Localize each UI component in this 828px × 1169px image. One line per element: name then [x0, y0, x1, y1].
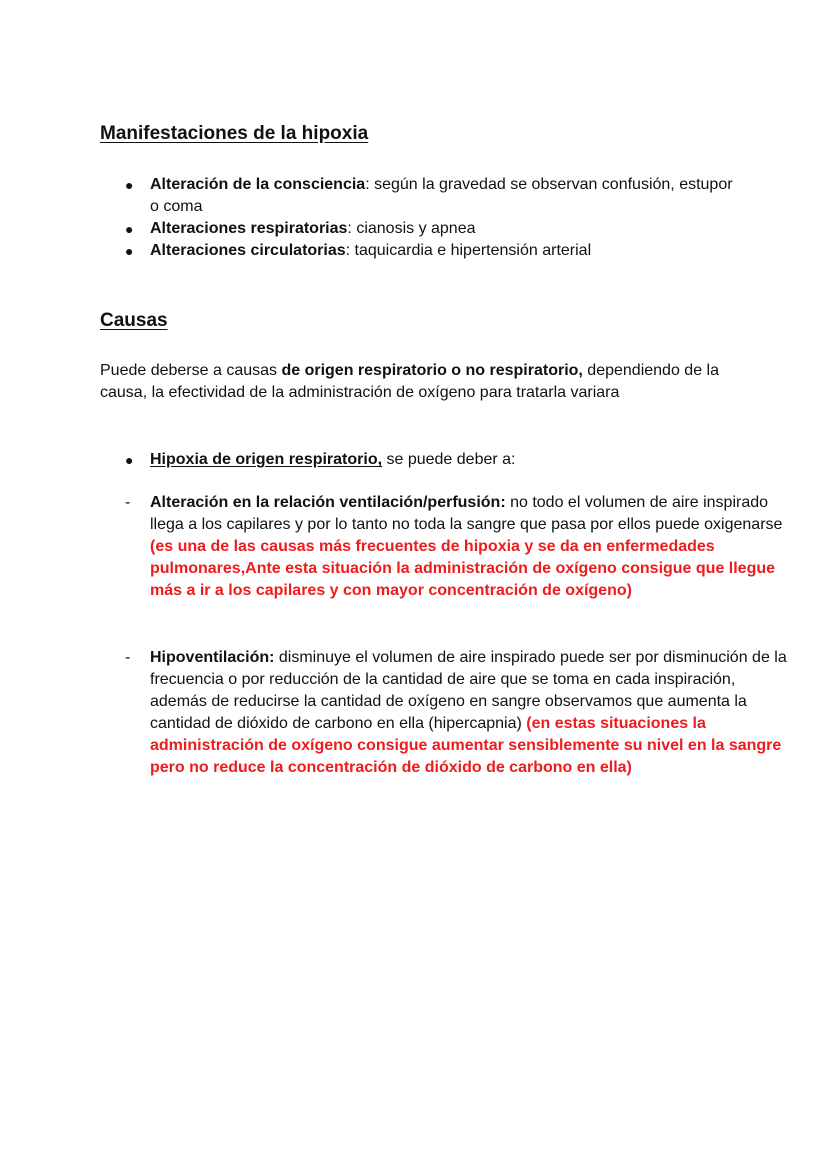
bullet-icon: ●: [125, 243, 134, 259]
item-description: disminuye el volumen de aire inspirado puede ser por disminución de la frecuencia o por reducción de la cantidad de aire que se toma en cada inspiración, además de reducirse la cantidad de oxígeno en sangre observamos que aumenta la cantidad de dióxido de carbono en ella (hipercapnia): [150, 649, 787, 732]
bullet-icon: ●: [125, 177, 134, 193]
item-description: : taquicardia e hipertensión arterial: [345, 242, 592, 259]
dash-item-hipoventilacion: [100, 647, 790, 779]
item-highlight-note: (es una de las causas más frecuentes de hipoxia y se da en enfermedades pulmonares,Ante esta situación la administración de oxígeno consigue que llegue más a ir a los capilares y con mayor concentración de oxígeno): [150, 538, 776, 599]
list-item: [100, 240, 740, 262]
dash-icon: -: [125, 649, 131, 666]
item-term: Hipoventilación:: [150, 649, 275, 666]
intro-text-end: dependiendo de la causa, la efectividad de la administración de oxígeno para tratarla variara: [100, 362, 719, 401]
section-title-causas: Causas: [100, 310, 168, 331]
item-term: Alteración de la consciencia: [150, 176, 366, 193]
bullet-icon: ●: [125, 221, 134, 237]
item-description: no todo el volumen de aire inspirado llega a los capilares y por lo tanto no toda la sangre que pasa por ellos puede oxigenarse: [150, 494, 783, 533]
intro-text-start: Puede deberse a causas: [100, 362, 282, 379]
item-term: Alteraciones respiratorias: [150, 220, 348, 237]
bullet-icon: ●: [125, 452, 134, 468]
list-item: [100, 218, 740, 240]
causes-intro-paragraph: [100, 360, 740, 404]
manifestations-list: [100, 174, 740, 262]
causes-list: [100, 449, 740, 471]
item-term: Alteración en la relación ventilación/perfusión:: [150, 494, 506, 511]
list-item: [100, 174, 740, 218]
dash-icon: -: [125, 494, 131, 511]
list-item: [100, 449, 740, 471]
bullet-description: se puede deber a:: [382, 451, 516, 468]
item-description: : cianosis y apnea: [347, 220, 476, 237]
item-term: Alteraciones circulatorias: [150, 242, 346, 259]
dash-item-ventilacion-perfusion: [100, 492, 790, 602]
item-description: : según la gravedad se observan confusión, estupor o coma: [150, 176, 733, 215]
item-highlight-note: (en estas situaciones la administración de oxígeno consigue aumentar sensiblemente su nivel en la sangre pero no reduce la concentración de dióxido de carbono en ella): [150, 715, 782, 776]
bullet-term: Hipoxia de origen respiratorio,: [150, 451, 383, 468]
section-title-manifestaciones: Manifestaciones de la hipoxia: [100, 123, 369, 144]
intro-bold: de origen respiratorio o no respiratorio,: [281, 362, 583, 379]
